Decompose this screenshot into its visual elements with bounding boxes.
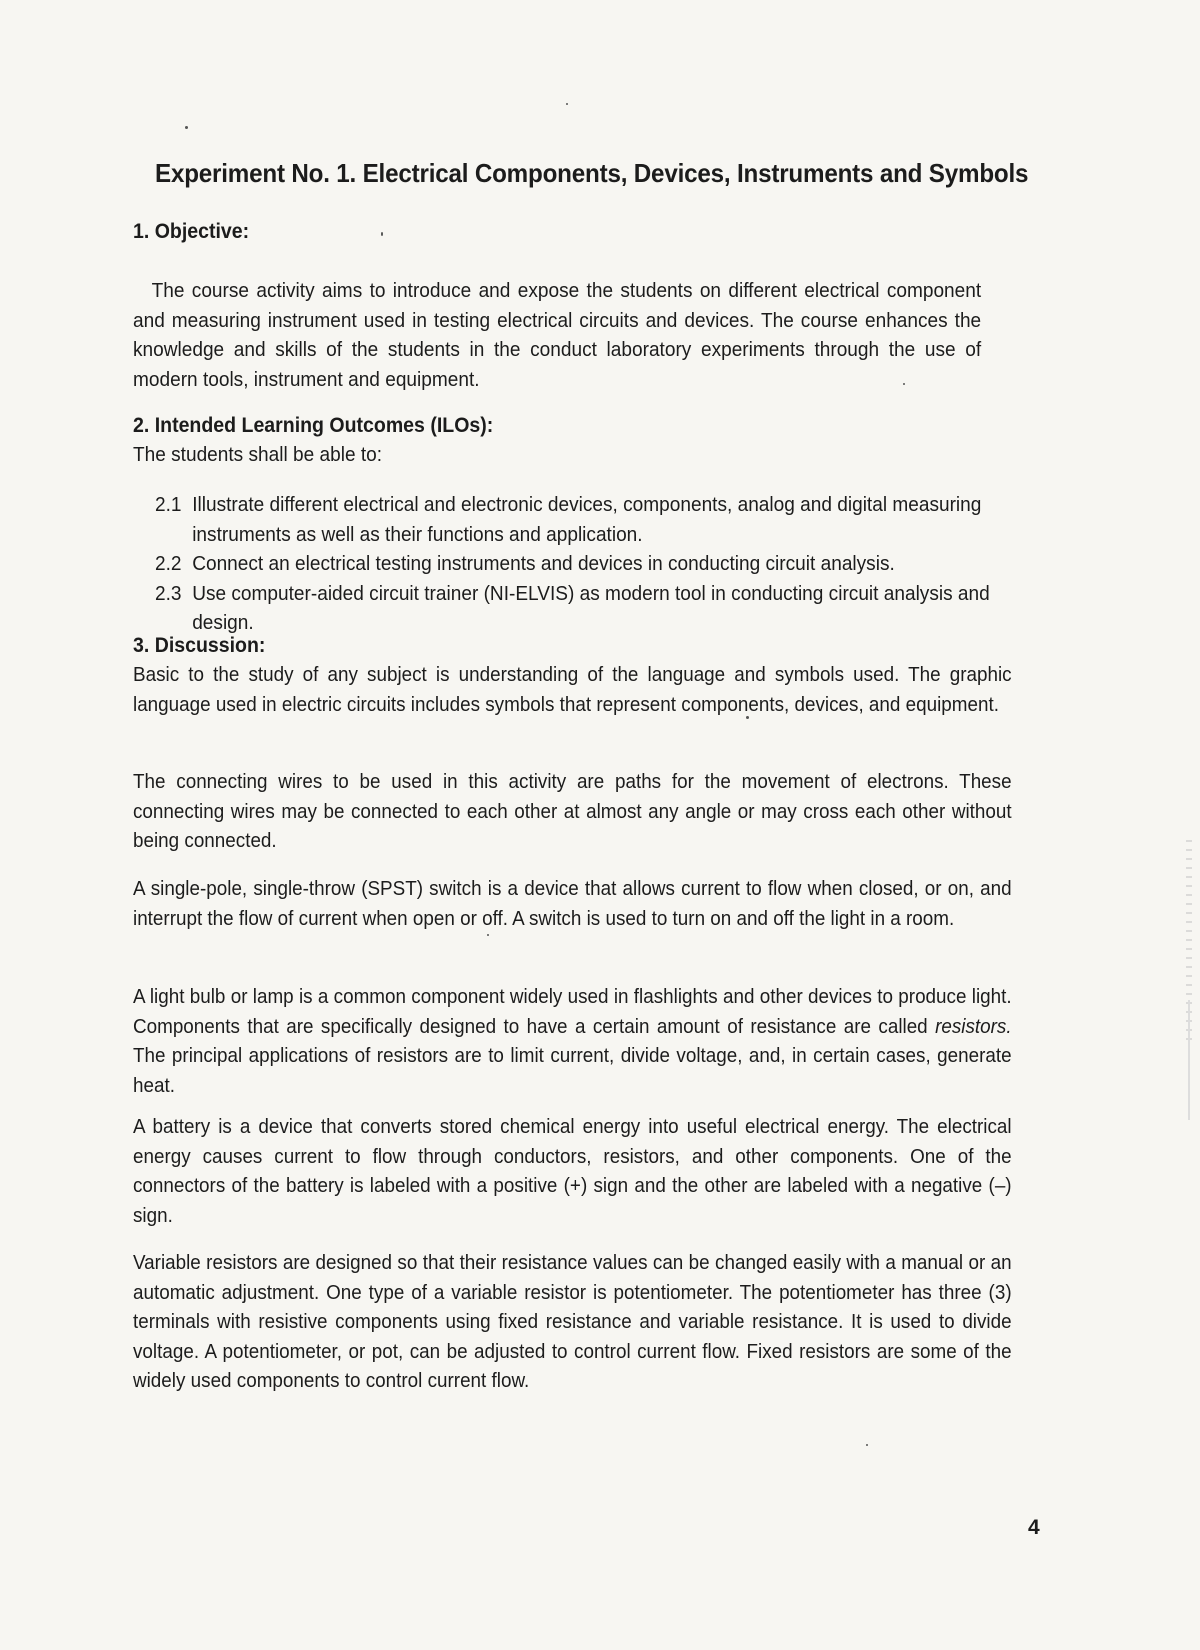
- list-item: [155, 579, 1011, 638]
- lamp-text-after: The principal applications of resistors are to limit current, divide voltage, and, in certain cases, generate heat.: [133, 1044, 1012, 1097]
- list-item: [155, 549, 1011, 579]
- list-item-number: 2.1: [155, 493, 182, 516]
- discussion-paragraph: Basic to the study of any subject is understanding of the language and symbols used. The graphic language used in electric circuits includes symbols that represent components, devices, and equipment.: [133, 663, 1012, 716]
- scan-speck: [903, 383, 905, 385]
- scan-speck: [746, 716, 749, 719]
- objective-text: The course activity aims to introduce and expose the students on different electrical component and measuring instrument used in testing electrical circuits and devices. The course enhances the knowledge and skills of the students in the conduct laboratory experiments through the use of modern tools, instrument and equipment.: [133, 279, 982, 391]
- discussion-heading: 3. Discussion:: [133, 634, 266, 657]
- ilo-heading: 2. Intended Learning Outcomes (ILOs):: [133, 414, 494, 437]
- page-title: Experiment No. 1. Electrical Components, Devices, Instruments and Symbols: [155, 158, 1029, 188]
- discussion-paragraph: A single-pole, single-throw (SPST) switch is a device that allows current to flow when closed, or on, and interrupt the flow of current when open or off. A switch is used to turn on and off the light in a room.: [133, 877, 1012, 930]
- list-item-number: 2.3: [155, 581, 182, 605]
- scan-speck: [566, 103, 568, 105]
- objective-heading: 1. Objective:: [133, 220, 250, 243]
- scan-edge-line: [1188, 1000, 1190, 1120]
- battery-paragraph: A battery is a device that converts stored chemical energy into useful electrical energy. The electrical energy causes current to flow through conductors, resistors, and other components. One of the connectors of the battery is labeled with a positive (+) sign and the other are labeled with a negative (–) sign.: [133, 1115, 1012, 1227]
- list-item-number: 2.2: [155, 552, 182, 575]
- page-number: 4: [1028, 1516, 1040, 1539]
- ilo-intro: The students shall be able to:: [133, 443, 383, 466]
- scan-speck: [487, 934, 489, 936]
- list-item-text: Use computer-aided circuit trainer (NI-ELVIS) as modern tool in conducting circuit analysis and design.: [192, 581, 990, 634]
- variable-resistor-paragraph: Variable resistors are designed so that their resistance values can be changed easily with a manual or an automatic adjustment. One type of a variable resistor is potentiometer. The potentiometer has three (3) terminals with resistive components using fixed resistance and variable resistance. It is used to divide voltage. A potentiometer, or pot, can be adjusted to control current flow. Fixed resistors are some of the widely used components to control current flow.: [133, 1251, 1012, 1392]
- list-item: [155, 490, 1011, 549]
- discussion-paragraph: The connecting wires to be used in this activity are paths for the movement of electrons. These connecting wires may be connected to each other at almost any angle or may cross each other without being connected.: [133, 770, 1012, 852]
- scan-speck: [185, 126, 188, 129]
- scan-speck: [866, 1444, 868, 1446]
- lamp-paragraph: [133, 982, 1012, 1100]
- lamp-text-before: A light bulb or lamp is a common component widely used in flashlights and other devices to produce light. Components that are specifically designed to have a certain amount of resistance are called: [133, 985, 1012, 1038]
- ilo-list: [155, 490, 1011, 638]
- scan-speck: [381, 232, 383, 236]
- resistors-term: resistors.: [935, 1014, 1012, 1038]
- list-item-text: Connect an electrical testing instruments and devices in conducting circuit analysis.: [192, 552, 895, 575]
- list-item-text: Illustrate different electrical and electronic devices, components, analog and digital measuring instruments as well as their functions and application.: [192, 493, 982, 546]
